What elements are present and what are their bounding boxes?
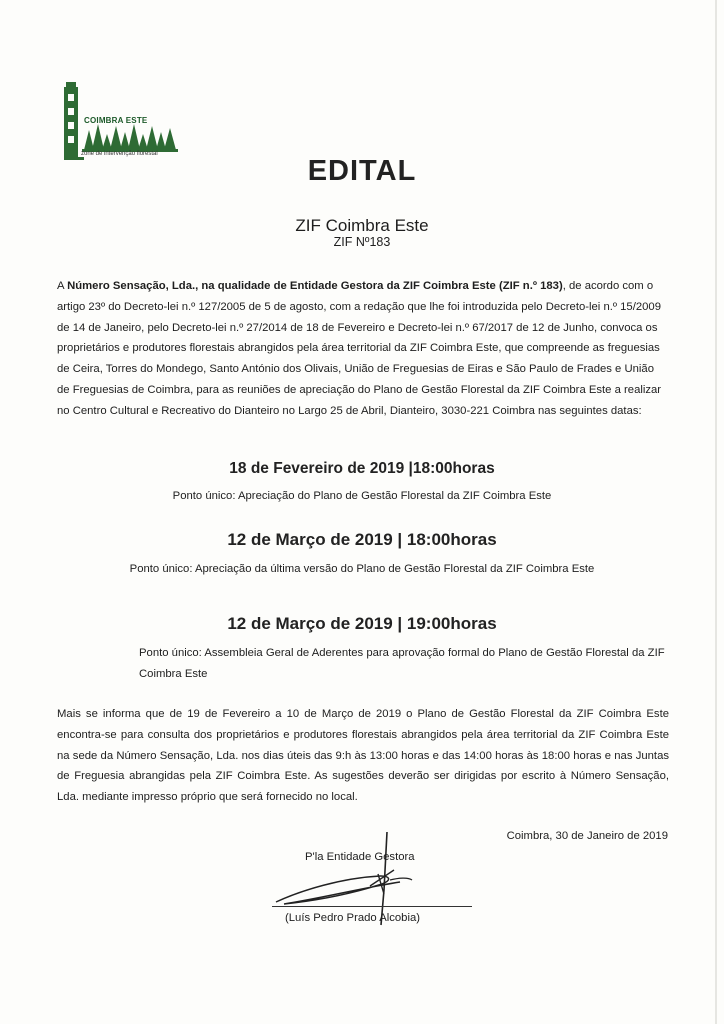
- meeting-1-agenda: Ponto único: Apreciação do Plano de Gestão Florestal da ZIF Coimbra Este: [172, 490, 552, 502]
- entity-name-bold: Número Sensação, Lda., na qualidade de Entidade Gestora da ZIF Coimbra Este (ZIF n.º 183): [67, 280, 563, 292]
- page-title: EDITAL: [307, 155, 417, 187]
- meeting-1-datetime: 18 de Fevereiro de 2019 |18:00horas: [229, 460, 495, 477]
- intro-opening: A: [57, 280, 64, 292]
- zif-number: ZIF Nº183: [333, 235, 391, 249]
- meeting-2-datetime: 12 de Março de 2019 | 18:00horas: [227, 530, 497, 549]
- intro-paragraph: [57, 276, 669, 422]
- meeting-3-datetime: 12 de Março de 2019 | 19:00horas: [227, 614, 497, 633]
- logo-brand-text: COIMBRA ESTE: [84, 116, 148, 125]
- logo-tagline: zone de intervenção florestal: [81, 151, 158, 157]
- on-behalf-label: P'la Entidade Gestora: [305, 851, 415, 863]
- meeting-3-agenda: Ponto único: Assembleia Geral de Aderentes para aprovação formal do Plano de Gestão Florestal da ZIF Coimbra Este: [139, 647, 665, 680]
- signer-name: (Luís Pedro Prado Alcobia): [285, 912, 421, 924]
- page-edge-shadow: [715, 0, 717, 1024]
- place-and-date: Coimbra, 30 de Janeiro de 2019: [506, 830, 668, 842]
- page-subtitle: ZIF Coimbra Este: [295, 216, 429, 235]
- signature-line: [272, 906, 472, 907]
- meeting-2-agenda: Ponto único: Apreciação da última versão do Plano de Gestão Florestal da ZIF Coimbra Este: [129, 563, 595, 575]
- closing-paragraph: Mais se informa que de 19 de Fevereiro a 10 de Março de 2019 o Plano de Gestão Florestal da ZIF Coimbra Este encontra-se para consulta dos proprietários e produtores florestais abrangidos pela área territorial da ZIF Coimbra Este na sede da Número Sensação, Lda. nos dias úteis das 9:h às 13:00 horas e das 14:00 horas às 18:00 horas e nas Juntas de Freguesia abrangidas pela ZIF Coimbra Este. As sugestões deverão ser dirigidas por escrito à Número Sensação, Lda. mediante impresso próprio que será fornecido no local.: [57, 708, 669, 804]
- intro-body: , de acordo com o artigo 23º do Decreto-lei n.º 127/2005 de 5 de agosto, com a redação que lhe foi introduzida pelo Decreto-lei n.º 15/2009 de 14 de Janeiro, pelo Decreto-lei n.º 27/2014 de 18 de Fevereiro e Decreto-lei n.º 67/2017 de 12 de Junho, convoca os proprietários e produtores florestais abrangidos pela área territorial da ZIF Coimbra Este, que compreende as freguesias de Ceira, Torres do Mondego, Santo António dos Olivais, União de Freguesias de Eiras e São Paulo de Frades e União de Freguesias de Coimbra, para as reuniões de apreciação do Plano de Gestão Florestal da ZIF Coimbra Este a realizar no Centro Cultural e Recreativo do Dianteiro no Largo 25 de Abril, Dianteiro, 3030-221 Coimbra nas seguintes datas:: [57, 280, 662, 417]
